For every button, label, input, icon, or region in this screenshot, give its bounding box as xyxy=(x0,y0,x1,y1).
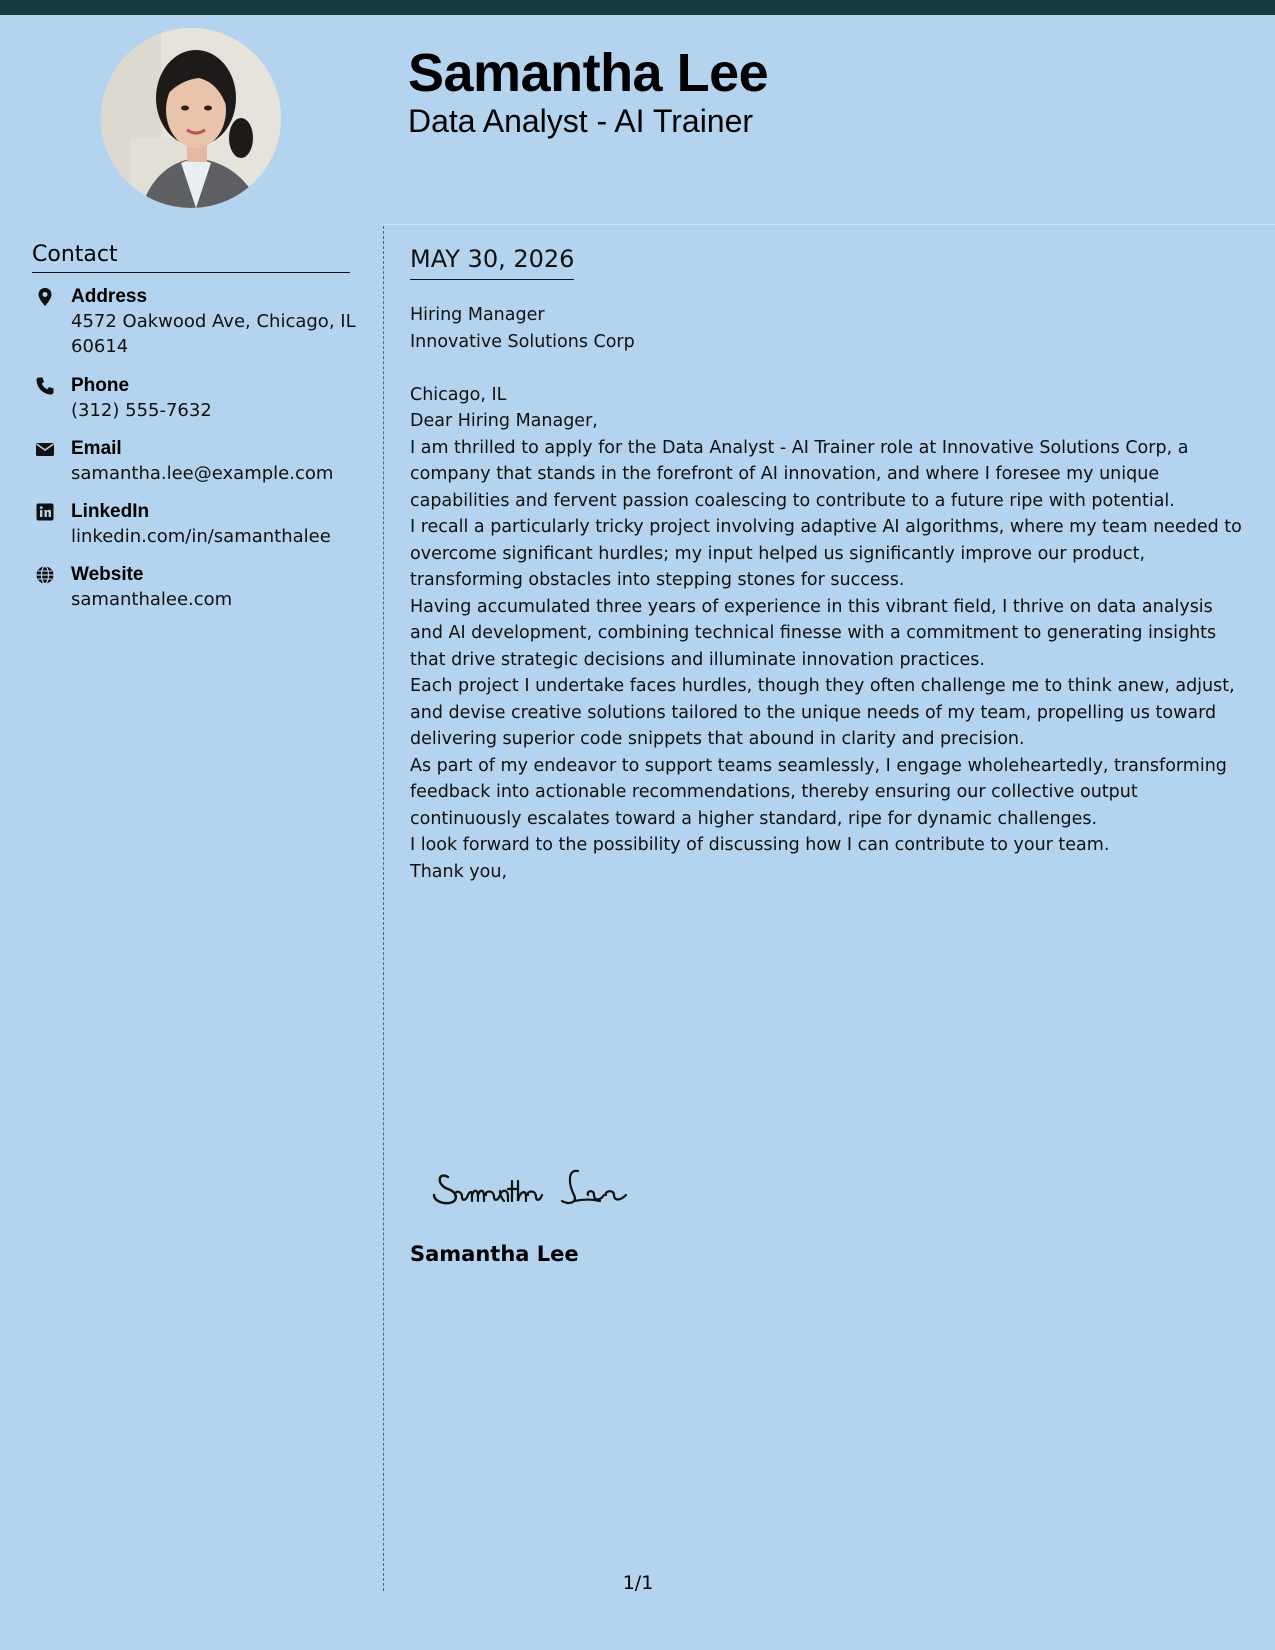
letter-paragraph: I recall a particularly tricky project involving adaptive AI algorithms, where my team needed to overcome significant hurdles; my input helped us significantly improve our product, transforming obstacles into stepping stones for success. xyxy=(410,517,1242,590)
profile-photo xyxy=(101,28,281,208)
contact-label: Phone xyxy=(71,375,130,396)
contact-item-phone xyxy=(32,373,352,425)
applicant-role: Data Analyst - AI Trainer xyxy=(408,103,754,139)
contact-value: linkedin.com/in/samanthalee xyxy=(71,526,331,547)
contact-value: (312) 555-7632 xyxy=(71,400,212,421)
letter-paragraph: I am thrilled to apply for the Data Analyst - AI Trainer role at Innovative Solutions Corp, a company that stands in the forefront of AI innovation, and where I foresee my unique capabilities and fervent passion coalescing to contribute to a future ripe with potential. xyxy=(410,437,1189,511)
contact-value: 4572 Oakwood Ave, Chicago, IL 60614 xyxy=(71,311,356,357)
recipient-line: Hiring Manager xyxy=(410,305,545,325)
contact-value: samanthalee.com xyxy=(71,589,233,610)
letter-paragraph: Each project I undertake faces hurdles, though they often challenge me to think anew, adjust, and devise creative solutions tailored to the unique needs of my team, propelling us toward delivering superior code snippets that abound in clarity and precision. xyxy=(410,676,1235,749)
profile-photo-image xyxy=(101,28,281,208)
letter-paragraph: Having accumulated three years of experience in this vibrant field, I thrive on data analysis and AI development, combining technical finesse with a commitment to generating insights that drive strategic decisions and illuminate innovation practices. xyxy=(410,596,1217,670)
linkedin-icon xyxy=(35,502,55,522)
location-pin-icon xyxy=(35,287,55,307)
recipient-line: Innovative Solutions Corp xyxy=(410,331,635,352)
signature-image xyxy=(428,1155,648,1215)
letter-paragraph: As part of my endeavor to support teams seamlessly, I engage wholeheartedly, transforming feedback into actionable recommendations, thereby ensuring our collective output continuously escalates toward a higher standard, ripe for dynamic challenges. xyxy=(410,755,1227,829)
contact-label: Email xyxy=(71,438,122,459)
handwritten-signature xyxy=(428,1155,648,1219)
header-divider xyxy=(384,224,1275,225)
contact-heading: Contact xyxy=(32,240,350,273)
phone-icon xyxy=(35,376,55,396)
letter-body xyxy=(410,302,1245,885)
top-bar xyxy=(0,0,1275,15)
signer-name: Samantha Lee xyxy=(410,1242,579,1266)
contact-label: Address xyxy=(71,286,148,307)
letter-date: MAY 30, 2026 xyxy=(410,243,574,280)
contact-item-linkedin xyxy=(32,499,352,551)
envelope-icon xyxy=(35,439,55,459)
globe-icon xyxy=(35,565,55,585)
contact-label: Website xyxy=(71,564,144,585)
page-number: 1/1 xyxy=(622,1572,654,1594)
contact-item-website xyxy=(32,562,352,614)
contact-label: LinkedIn xyxy=(71,501,150,522)
contact-value: samantha.lee@example.com xyxy=(71,463,334,484)
contact-item-email xyxy=(32,436,352,488)
salutation: Dear Hiring Manager, xyxy=(410,411,598,431)
contact-item-address xyxy=(32,284,356,364)
closing: Thank you, xyxy=(410,861,508,882)
applicant-name: Samantha Lee xyxy=(408,43,769,103)
recipient-city: Chicago, IL xyxy=(410,384,507,405)
column-divider xyxy=(383,226,384,1591)
recipient-block xyxy=(410,302,1245,355)
letter-paragraph: I look forward to the possibility of discussing how I can contribute to your team. xyxy=(410,835,1110,855)
